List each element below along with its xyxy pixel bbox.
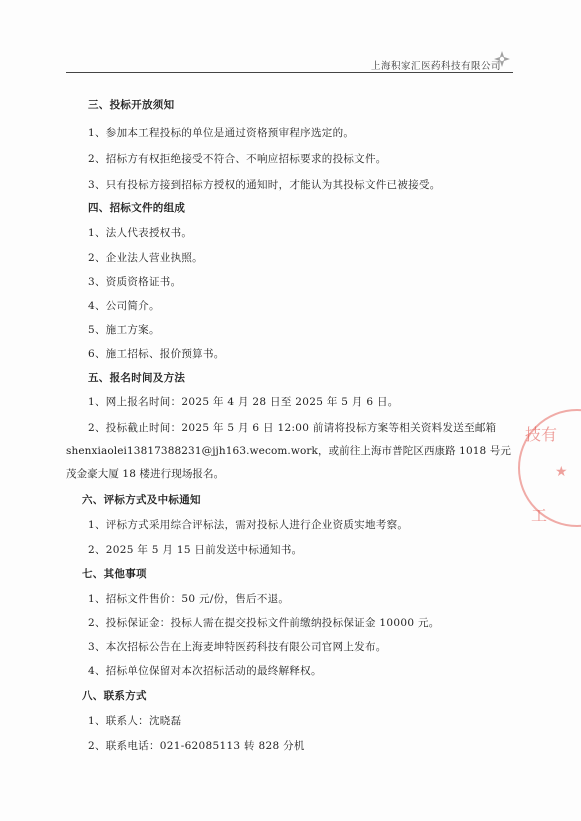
section-8-item-1: 1、联系人：沈晓磊 (88, 715, 182, 727)
section-3-item-1: 1、参加本工程投标的单位是通过资格预审程序选定的。 (88, 127, 355, 139)
section-4-item-5: 5、施工方案。 (88, 324, 160, 336)
company-seal-stamp (515, 398, 581, 548)
stamp-text-bottom: 工 (531, 506, 548, 525)
section-8-heading: 八、联系方式 (82, 690, 147, 702)
section-7-item-3: 3、本次招标公告在上海麦坤特医药科技有限公司官网上发布。 (88, 641, 387, 653)
section-5-heading: 五、报名时间及方法 (88, 372, 186, 384)
section-6-item-2: 2、2025 年 5 月 15 日前发送中标通知书。 (88, 544, 303, 556)
section-3-item-3: 3、只有投标方接到招标方授权的通知时，才能认为其投标文件已被接受。 (88, 179, 441, 191)
section-4-item-4: 4、公司简介。 (88, 300, 160, 312)
section-4-item-6: 6、施工招标、报价预算书。 (88, 348, 225, 360)
section-4-item-3: 3、资质资格证书。 (88, 276, 182, 288)
section-3-heading: 三、投标开放须知 (88, 99, 175, 111)
stamp-text-top: 技有 (525, 425, 558, 444)
section-6-heading: 六、评标方式及中标通知 (82, 494, 201, 506)
section-7-item-1: 1、招标文件售价：50 元/份，售后不退。 (88, 593, 290, 605)
section-5-item-2-line-1: 2、投标截止时间：2025 年 5 月 6 日 12:00 前请将投标方案等相关资料发送至邮箱 (88, 422, 497, 434)
section-7-item-2: 2、投标保证金：投标人需在提交投标文件前缴纳投标保证金 10000 元。 (88, 617, 440, 629)
section-7-heading: 七、其他事项 (82, 568, 147, 580)
section-7-item-4: 4、招标单位保留对本次招标活动的最终解释权。 (88, 665, 322, 677)
section-6-item-1: 1、评标方式采用综合评标法，需对投标人进行企业资质实地考察。 (88, 519, 409, 531)
section-5-item-1: 1、网上报名时间：2025 年 4 月 28 日至 2025 年 5 月 6 日。 (88, 396, 399, 408)
section-4-item-1: 1、法人代表授权书。 (88, 227, 193, 239)
header-divider (66, 72, 513, 73)
header-company-name: 上海积家汇医药科技有限公司 (370, 61, 501, 72)
section-8-item-2: 2、联系电话：021-62085113 转 828 分机 (88, 740, 305, 752)
company-logo-icon (493, 50, 511, 68)
section-3-item-2: 2、招标方有权拒绝接受不符合、不响应招标要求的投标文件。 (88, 153, 387, 165)
section-5-item-2-line-3: 茂金豪大厦 18 楼进行现场报名。 (66, 468, 225, 480)
section-4-heading: 四、招标文件的组成 (88, 202, 186, 214)
section-5-item-2-line-2: shenxiaolei13817388231@jjh163.wecom.work，或前往上海市普陀区西康路 1018 号元 (66, 445, 511, 457)
section-4-item-2: 2、企业法人营业执照。 (88, 252, 203, 264)
svg-text:★: ★ (555, 464, 568, 480)
